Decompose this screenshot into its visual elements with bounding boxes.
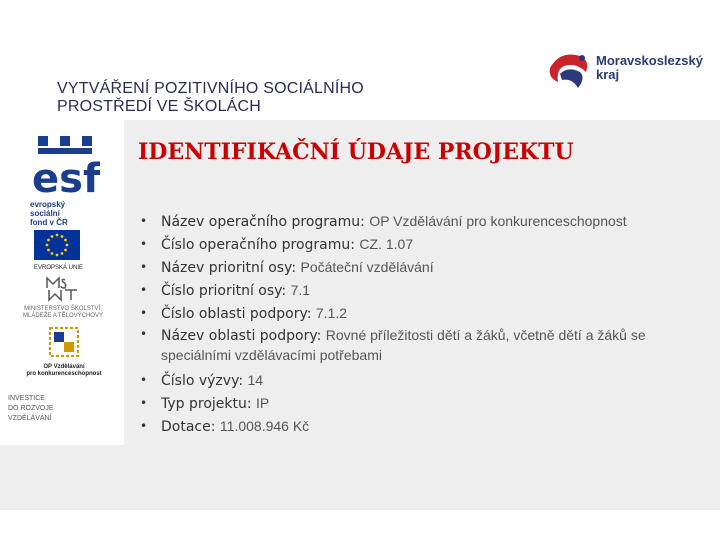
page-title: IDENTIFIKAČNÍ ÚDAJE PROJEKTU [138, 139, 574, 165]
item-label: Název prioritní osy: [161, 260, 301, 276]
item-value: IP [256, 395, 270, 411]
bullet-icon: • [140, 237, 148, 251]
list-item [140, 325, 715, 369]
item-value: OP Vzdělávání pro konkurenceschopnost [369, 213, 627, 229]
esf-caption [30, 200, 100, 227]
esf-line3: fond v ČR [30, 218, 68, 227]
esf-line2: sociální [30, 209, 60, 218]
list-item [140, 392, 715, 415]
bullet-icon: • [140, 396, 148, 410]
investice-line1: INVESTICE [8, 395, 45, 402]
item-label: Číslo prioritní osy: [161, 283, 291, 299]
op-vk-emblem-icon [44, 326, 84, 360]
brand-line1: Moravskoslezský [596, 53, 703, 68]
list-item [140, 233, 715, 256]
item-value: 7.1.2 [315, 305, 348, 321]
header-title-line1: VYTVÁŘENÍ POZITIVNÍHO SOCIÁLNÍHO [57, 80, 364, 97]
msmt-caption2: MLÁDEŽE A TĚLOVÝCHOVY [23, 313, 103, 319]
item-label: Název oblasti podpory: [161, 328, 326, 344]
bullet-icon: • [140, 419, 148, 433]
bullet-icon: • [140, 327, 148, 341]
moravskoslezsky-kraj-logo [546, 48, 716, 98]
item-value: CZ. 1.07 [359, 236, 414, 252]
list-item [140, 415, 715, 438]
item-label: Číslo výzvy: [161, 373, 248, 389]
esf-emblem-icon [30, 136, 100, 196]
investice-logo [8, 394, 88, 424]
op-caption [6, 364, 122, 378]
bullet-icon: • [140, 373, 148, 387]
item-value: Rovné příležitosti dětí a žáků, včetně dětí a žáků se speciálními vzdělávacími potřebami [161, 327, 646, 363]
item-label: Dotace: [161, 419, 220, 435]
esf-text: esf [32, 156, 100, 196]
msmt-caption [4, 306, 122, 320]
item-value: 11.008.946 Kč [219, 418, 310, 434]
header-title [57, 80, 364, 116]
kraj-emblem-icon [546, 48, 596, 98]
op-line2: pro konkurenceschopnost [26, 371, 102, 377]
msmt-emblem-icon [43, 276, 83, 302]
item-label: Název operačního programu: [161, 214, 370, 230]
esf-logo [30, 136, 100, 227]
item-value: Počáteční vzdělávání [300, 259, 434, 275]
msmt-caption1: MINISTERSTVO ŠKOLSTVÍ, [24, 306, 102, 312]
bullet-icon: • [140, 283, 148, 297]
investice-caption [8, 394, 88, 424]
msmt-logo [4, 276, 122, 320]
brand-text [596, 54, 703, 82]
logo-sidebar [0, 120, 124, 445]
op-vk-logo [6, 326, 122, 378]
op-line1: OP Vzdělávání [43, 364, 85, 370]
item-value: 7.1 [290, 282, 311, 298]
bullet-icon: • [140, 306, 148, 320]
bullet-icon: • [140, 214, 148, 228]
esf-line1: evropský [30, 200, 66, 209]
list-item [140, 302, 715, 325]
eu-flag-icon [34, 230, 80, 260]
slide-header [0, 0, 720, 120]
footer-band [0, 510, 720, 540]
investice-line2: DO ROZVOJE [8, 405, 54, 412]
bullet-icon: • [140, 260, 148, 274]
header-title-line2: PROSTŘEDÍ VE ŠKOLÁCH [57, 98, 262, 115]
project-details-list [140, 210, 715, 438]
list-item [140, 279, 715, 302]
item-label: Typ projektu: [161, 396, 257, 412]
item-label: Číslo oblasti podpory: [161, 306, 316, 322]
list-item [140, 256, 715, 279]
item-label: Číslo operačního programu: [161, 237, 360, 253]
item-value: 14 [247, 372, 264, 388]
list-item [140, 369, 715, 392]
investice-line3: VZDĚLÁVÁNÍ [8, 415, 52, 422]
brand-line2: kraj [596, 67, 620, 82]
list-item [140, 210, 715, 233]
eu-caption: EVROPSKÁ UNIE [34, 265, 84, 271]
eu-logo [34, 230, 94, 272]
